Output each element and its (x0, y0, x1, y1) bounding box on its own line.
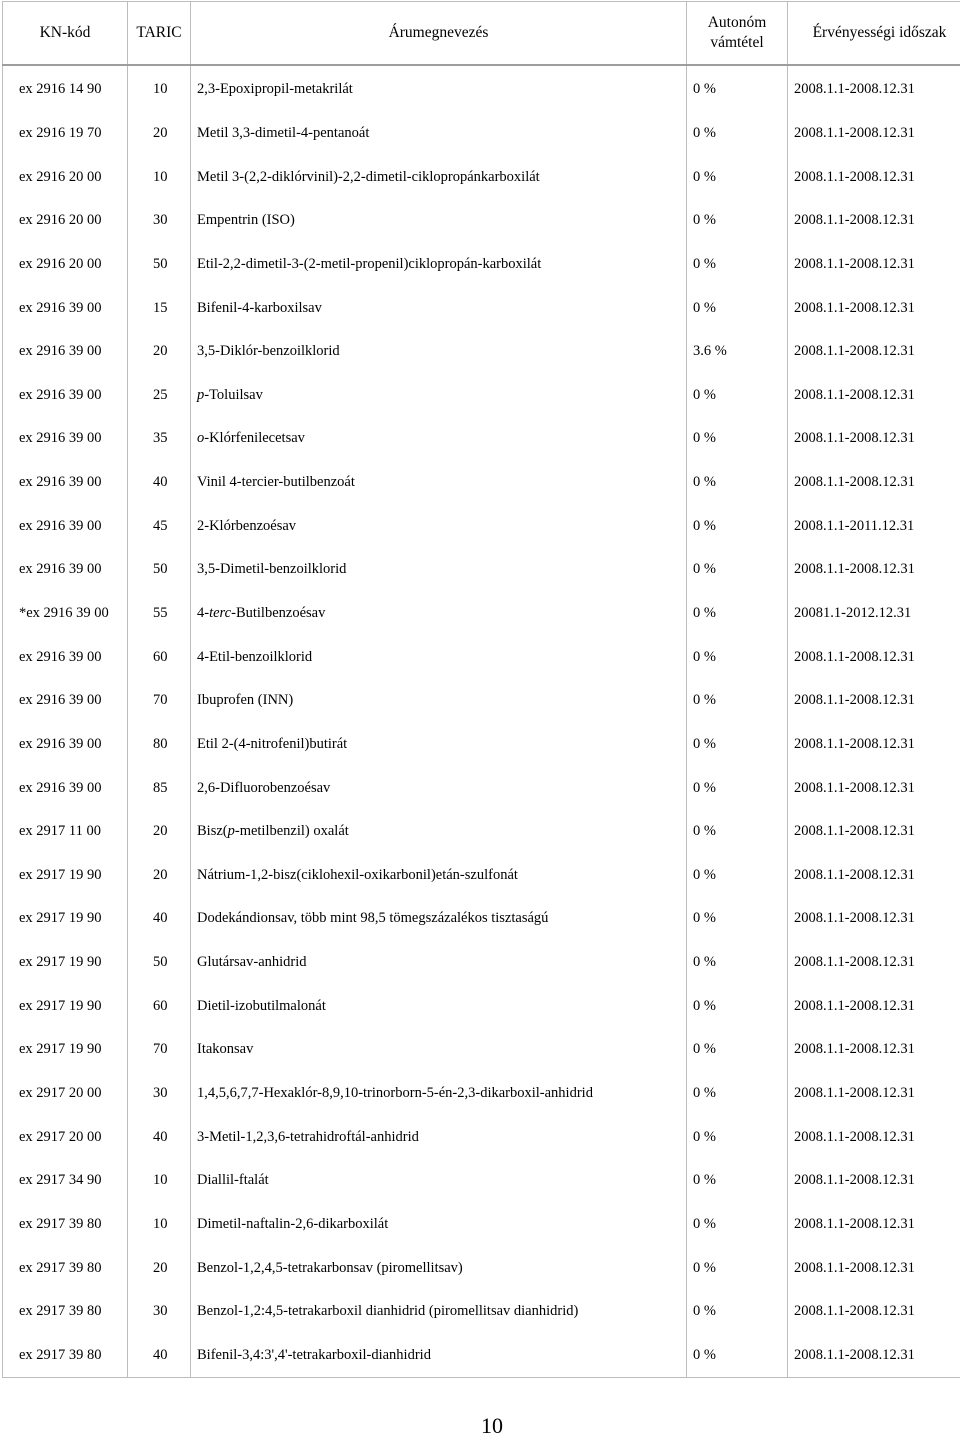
description-text: 4- (197, 605, 210, 621)
period-cell: 2008.1.1-2008.12.31 (788, 112, 960, 156)
header-row (3, 2, 960, 66)
period-cell: 2008.1.1-2008.12.31 (788, 1203, 960, 1247)
period-cell: 2008.1.1-2008.12.31 (788, 854, 960, 898)
description-cell (191, 592, 687, 636)
table-row (3, 504, 960, 548)
description-text: Etil-2,2-dimetil-3-(2-metil-propenil)ciklopropán-karboxilát (197, 255, 542, 272)
kn-code-cell: ex 2917 34 90 (3, 1159, 128, 1203)
rate-cell: 0 % (687, 243, 788, 287)
description-cell (191, 679, 687, 723)
table-row (3, 854, 960, 898)
table-row (3, 373, 960, 417)
taric-cell: 10 (128, 65, 191, 112)
description-text: -Butilbenzoésav (231, 605, 326, 621)
description-text: 3,5-Dimetil-benzoilklorid (197, 561, 347, 578)
period-cell: 2008.1.1-2008.12.31 (788, 286, 960, 330)
taric-cell: 45 (128, 504, 191, 548)
table-row (3, 679, 960, 723)
description-cell (191, 897, 687, 941)
kn-code-cell: ex 2917 19 90 (3, 854, 128, 898)
period-cell: 2008.1.1-2008.12.31 (788, 373, 960, 417)
rate-cell: 0 % (687, 155, 788, 199)
table-row (3, 810, 960, 854)
rate-cell: 0 % (687, 679, 788, 723)
rate-cell: 0 % (687, 1028, 788, 1072)
taric-cell: 70 (128, 679, 191, 723)
description-text: -metilbenzil) oxalát (234, 823, 349, 840)
rate-cell: 0 % (687, 1159, 788, 1203)
table-row (3, 635, 960, 679)
description-cell (191, 854, 687, 898)
rate-cell: 0 % (687, 417, 788, 461)
description-text: 1,4,5,6,7,7-Hexaklór-8,9,10-trinorborn-5-én-2,3-dikarboxil-anhidrid (197, 1085, 593, 1102)
period-cell: 2008.1.1-2008.12.31 (788, 155, 960, 199)
header-rate-line2: vámtétel (710, 34, 764, 51)
description-cell (191, 1159, 687, 1203)
description-cell (191, 417, 687, 461)
description-text: Empentrin (ISO) (197, 212, 295, 229)
table-row (3, 1159, 960, 1203)
kn-code-cell: ex 2917 19 90 (3, 1028, 128, 1072)
kn-code-cell: ex 2917 19 90 (3, 941, 128, 985)
period-cell: 2008.1.1-2008.12.31 (788, 199, 960, 243)
period-cell: 2008.1.1-2008.12.31 (788, 941, 960, 985)
description-text: 2-Klórbenzoésav (197, 517, 297, 534)
taric-cell: 40 (128, 461, 191, 505)
taric-cell: 50 (128, 941, 191, 985)
taric-cell: 55 (128, 592, 191, 636)
kn-code-cell: ex 2917 39 80 (3, 1290, 128, 1334)
kn-code-cell: ex 2916 39 00 (3, 723, 128, 767)
description-cell (191, 723, 687, 767)
rate-cell: 0 % (687, 635, 788, 679)
description-cell (191, 1072, 687, 1116)
description-cell (191, 373, 687, 417)
taric-cell: 20 (128, 854, 191, 898)
rate-cell: 0 % (687, 897, 788, 941)
description-cell (191, 243, 687, 287)
description-cell (191, 504, 687, 548)
description-cell (191, 1246, 687, 1290)
taric-cell: 20 (128, 112, 191, 156)
rate-cell: 0 % (687, 1072, 788, 1116)
period-cell: 2008.1.1-2008.12.31 (788, 897, 960, 941)
description-text: Diallil-ftalát (197, 1172, 269, 1189)
description-cell (191, 984, 687, 1028)
table-row (3, 1246, 960, 1290)
table-row (3, 461, 960, 505)
description-text: Metil 3,3-dimetil-4-pentanoát (197, 124, 370, 141)
taric-cell: 25 (128, 373, 191, 417)
period-cell: 2008.1.1-2008.12.31 (788, 635, 960, 679)
period-cell: 2008.1.1-2008.12.31 (788, 1246, 960, 1290)
rate-cell: 0 % (687, 199, 788, 243)
table-row (3, 155, 960, 199)
description-text: o (197, 430, 205, 447)
taric-cell: 15 (128, 286, 191, 330)
rate-cell: 0 % (687, 1334, 788, 1378)
rate-cell: 0 % (687, 1203, 788, 1247)
description-text: p (197, 386, 205, 403)
period-cell: 2008.1.1-2008.12.31 (788, 723, 960, 767)
table-row (3, 766, 960, 810)
kn-code-cell: ex 2917 39 80 (3, 1334, 128, 1378)
table-row (3, 1115, 960, 1159)
description-cell (191, 1203, 687, 1247)
description-cell (191, 112, 687, 156)
kn-code-cell: ex 2916 39 00 (3, 679, 128, 723)
kn-code-cell: ex 2916 39 00 (3, 417, 128, 461)
rate-cell: 0 % (687, 984, 788, 1028)
description-cell (191, 155, 687, 199)
period-cell: 2008.1.1-2008.12.31 (788, 679, 960, 723)
table-row (3, 592, 960, 636)
table-row (3, 112, 960, 156)
kn-code-cell: ex 2916 39 00 (3, 766, 128, 810)
taric-cell: 80 (128, 723, 191, 767)
description-text: Bisz( (197, 823, 228, 840)
description-text: Nátrium-1,2-bisz(ciklohexil-oxikarbonil)etán-szulfonát (197, 866, 518, 883)
table-row (3, 984, 960, 1028)
kn-code-cell: ex 2916 20 00 (3, 155, 128, 199)
rate-cell: 0 % (687, 1246, 788, 1290)
description-cell (191, 548, 687, 592)
table-row (3, 65, 960, 112)
period-cell: 2008.1.1-2008.12.31 (788, 810, 960, 854)
taric-cell: 50 (128, 548, 191, 592)
table-row (3, 1072, 960, 1116)
description-text: terc (209, 605, 232, 621)
period-cell: 2008.1.1-2008.12.31 (788, 1159, 960, 1203)
period-cell: 2008.1.1-2008.12.31 (788, 243, 960, 287)
taric-cell: 40 (128, 1115, 191, 1159)
description-cell (191, 65, 687, 112)
kn-code-cell: ex 2917 39 80 (3, 1203, 128, 1247)
taric-cell: 10 (128, 1159, 191, 1203)
kn-code-cell: ex 2916 39 00 (3, 635, 128, 679)
taric-cell: 30 (128, 1072, 191, 1116)
taric-cell: 70 (128, 1028, 191, 1072)
table-row (3, 330, 960, 374)
description-text: Dodekándionsav, több mint 98,5 tömegszázalékos tisztaságú (197, 910, 549, 927)
period-cell: 2008.1.1-2011.12.31 (788, 504, 960, 548)
tariff-table (2, 1, 960, 1378)
kn-code-cell: ex 2916 39 00 (3, 373, 128, 417)
description-text: 4-Etil-benzoilklorid (197, 648, 313, 665)
taric-cell: 10 (128, 1203, 191, 1247)
table-row (3, 286, 960, 330)
kn-code-cell: ex 2917 20 00 (3, 1072, 128, 1116)
description-text: Metil 3-(2,2-diklórvinil)-2,2-dimetil-ciklopropánkarboxilát (197, 168, 540, 185)
kn-code-cell: ex 2917 19 90 (3, 897, 128, 941)
kn-code-cell: ex 2916 19 70 (3, 112, 128, 156)
kn-code-cell: *ex 2916 39 00 (3, 592, 128, 636)
period-cell: 20081.1-2012.12.31 (788, 592, 960, 636)
period-cell: 2008.1.1-2008.12.31 (788, 1072, 960, 1116)
description-cell (191, 1290, 687, 1334)
description-text: Bifenil-3,4:3',4'-tetrakarboxil-dianhidrid (197, 1346, 431, 1363)
description-text: Benzol-1,2,4,5-tetrakarbonsav (piromellitsav) (197, 1259, 463, 1276)
header-description: Árumegnevezés (191, 2, 687, 66)
kn-code-cell: ex 2916 39 00 (3, 286, 128, 330)
kn-code-cell: ex 2916 20 00 (3, 199, 128, 243)
header-taric: TARIC (128, 2, 191, 66)
table-row (3, 1334, 960, 1378)
description-text: 2,6-Difluorobenzoésav (197, 779, 331, 796)
description-cell (191, 286, 687, 330)
period-cell: 2008.1.1-2008.12.31 (788, 65, 960, 112)
description-cell (191, 461, 687, 505)
rate-cell: 3.6 % (687, 330, 788, 374)
description-text: Dietil-izobutilmalonát (197, 997, 326, 1014)
description-cell (191, 1334, 687, 1378)
rate-cell: 0 % (687, 65, 788, 112)
description-text: 3,5-Diklór-benzoilklorid (197, 343, 340, 360)
rate-cell: 0 % (687, 592, 788, 636)
description-text: Ibuprofen (INN) (197, 692, 294, 709)
rate-cell: 0 % (687, 373, 788, 417)
header-period: Érvényességi időszak (788, 2, 960, 66)
rate-cell: 0 % (687, 810, 788, 854)
description-text: Itakonsav (197, 1041, 254, 1058)
description-text: Vinil 4-tercier-butilbenzoát (197, 474, 355, 491)
period-cell: 2008.1.1-2008.12.31 (788, 1115, 960, 1159)
rate-cell: 0 % (687, 941, 788, 985)
taric-cell: 10 (128, 155, 191, 199)
description-text: Dimetil-naftalin-2,6-dikarboxilát (197, 1215, 389, 1232)
taric-cell: 40 (128, 897, 191, 941)
kn-code-cell: ex 2917 39 80 (3, 1246, 128, 1290)
rate-cell: 0 % (687, 461, 788, 505)
taric-cell: 85 (128, 766, 191, 810)
table-row (3, 243, 960, 287)
kn-code-cell: ex 2916 39 00 (3, 330, 128, 374)
table-body (3, 65, 960, 1378)
rate-cell: 0 % (687, 112, 788, 156)
description-text: Etil 2-(4-nitrofenil)butirát (197, 735, 348, 752)
description-text: -Klórfenilecetsav (204, 430, 305, 447)
description-text: Benzol-1,2:4,5-tetrakarboxil dianhidrid (piromellitsav dianhidrid) (197, 1303, 579, 1320)
period-cell: 2008.1.1-2008.12.31 (788, 984, 960, 1028)
table-row (3, 1203, 960, 1247)
rate-cell: 0 % (687, 504, 788, 548)
description-cell (191, 199, 687, 243)
period-cell: 2008.1.1-2008.12.31 (788, 417, 960, 461)
header-rate (687, 2, 788, 66)
rate-cell: 0 % (687, 723, 788, 767)
period-cell: 2008.1.1-2008.12.31 (788, 461, 960, 505)
description-cell (191, 810, 687, 854)
description-cell (191, 941, 687, 985)
table-row (3, 1290, 960, 1334)
period-cell: 2008.1.1-2008.12.31 (788, 548, 960, 592)
description-text: p (227, 823, 235, 840)
kn-code-cell: ex 2916 20 00 (3, 243, 128, 287)
kn-code-cell: ex 2916 39 00 (3, 548, 128, 592)
taric-cell: 40 (128, 1334, 191, 1378)
kn-code-cell: ex 2917 20 00 (3, 1115, 128, 1159)
kn-code-cell: ex 2916 39 00 (3, 461, 128, 505)
taric-cell: 60 (128, 984, 191, 1028)
kn-code-cell: ex 2916 14 90 (3, 65, 128, 112)
kn-code-cell: ex 2917 11 00 (3, 810, 128, 854)
rate-cell: 0 % (687, 854, 788, 898)
table-row (3, 1028, 960, 1072)
rate-cell: 0 % (687, 1115, 788, 1159)
taric-cell: 50 (128, 243, 191, 287)
period-cell: 2008.1.1-2008.12.31 (788, 766, 960, 810)
table-row (3, 941, 960, 985)
description-text: Glutársav-anhidrid (197, 954, 307, 971)
description-cell (191, 635, 687, 679)
taric-cell: 20 (128, 330, 191, 374)
description-text: 3-Metil-1,2,3,6-tetrahidroftál-anhidrid (197, 1128, 419, 1145)
description-cell (191, 1028, 687, 1072)
header-rate-line1: Autonóm (707, 14, 767, 31)
taric-cell: 35 (128, 417, 191, 461)
taric-cell: 60 (128, 635, 191, 679)
header-kn-code: KN-kód (3, 2, 128, 66)
table-header (3, 2, 960, 66)
rate-cell: 0 % (687, 1290, 788, 1334)
period-cell: 2008.1.1-2008.12.31 (788, 330, 960, 374)
table-row (3, 723, 960, 767)
kn-code-cell: ex 2917 19 90 (3, 984, 128, 1028)
description-cell (191, 766, 687, 810)
table-row (3, 897, 960, 941)
description-cell (191, 330, 687, 374)
table-row (3, 417, 960, 461)
period-cell: 2008.1.1-2008.12.31 (788, 1290, 960, 1334)
page-number: 10 (481, 1413, 503, 1438)
description-text: 2,3-Epoxipropil-metakrilát (197, 81, 353, 98)
taric-cell: 30 (128, 1290, 191, 1334)
taric-cell: 20 (128, 810, 191, 854)
period-cell: 2008.1.1-2008.12.31 (788, 1334, 960, 1378)
rate-cell: 0 % (687, 766, 788, 810)
rate-cell: 0 % (687, 548, 788, 592)
description-cell (191, 1115, 687, 1159)
period-cell: 2008.1.1-2008.12.31 (788, 1028, 960, 1072)
taric-cell: 30 (128, 199, 191, 243)
taric-cell: 20 (128, 1246, 191, 1290)
table-row (3, 548, 960, 592)
description-text: Bifenil-4-karboxilsav (197, 299, 322, 316)
rate-cell: 0 % (687, 286, 788, 330)
description-text: -Toluilsav (204, 386, 263, 403)
kn-code-cell: ex 2916 39 00 (3, 504, 128, 548)
table-row (3, 199, 960, 243)
